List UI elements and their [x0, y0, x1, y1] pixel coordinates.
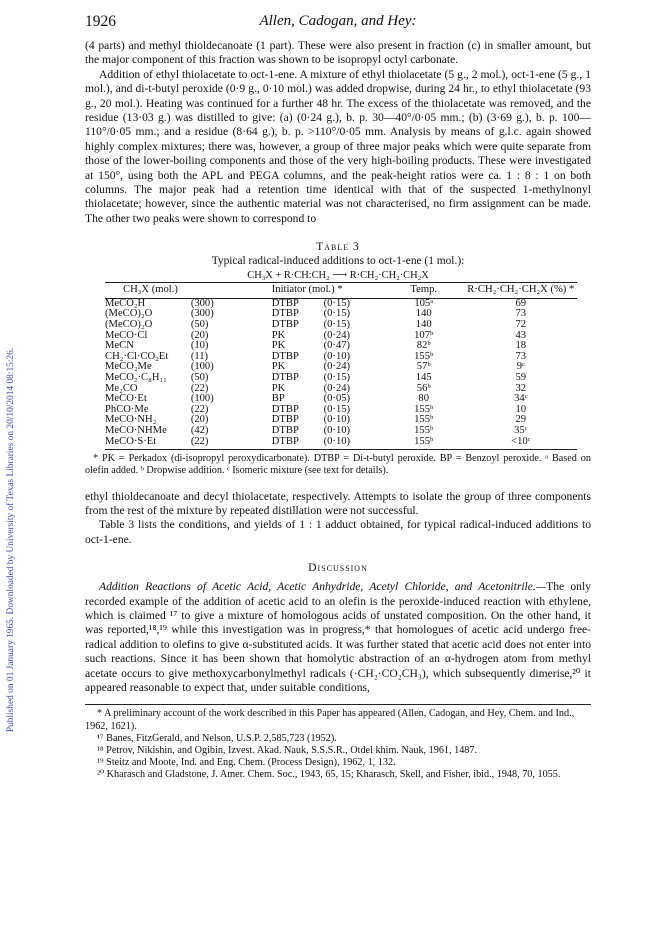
- footnote: ²⁰ Kharasch and Gladstone, J. Amer. Chem. Soc., 1943, 65, 15; Kharasch, Skell, and Fisher, ibid., 1948, 70, 1055.: [97, 769, 561, 781]
- cell-initiator-mol: (0·15): [323, 297, 351, 309]
- cell-yield: 9ᶜ: [516, 361, 525, 373]
- cell-yield: 35ᶜ: [514, 425, 528, 436]
- discussion-body: The only recorded example of the addition of acetic acid to an olefin is the peroxide-induced reaction with ethylene, which is claimed ¹⁷ to give a mixture of homologous acids of unstated composition. On the other hand, it was reported,¹⁸,¹⁹ while this investigation was in progress,* that homologues of acetic acid undergo free-radical addition to olefins to give α-substituted acids. It was further stated that acetic acid does not enter into such reactions. Since it has been shown that homolytic abstraction of an α-hydrogen atom from methyl acetate occurs to give methoxycarbonylmethyl radicals (·CH₂·CO₂CH₃), which subsequently dimerise,²⁰ it appeared reasonable to expect that, under suitable conditions,: [85, 580, 591, 695]
- cell-substrate: (MeCO)₂O: [105, 308, 153, 320]
- cell-temp: 140: [415, 308, 432, 320]
- footnote-divider: [85, 704, 591, 705]
- cell-substrate-mol: (50): [190, 372, 209, 384]
- cell-yield: 18: [515, 340, 527, 352]
- cell-temp: 140: [415, 319, 432, 331]
- cell-substrate-mol: (22): [191, 437, 236, 450]
- header-substrate: CH₃X (mol.): [105, 283, 236, 299]
- cell-substrate: PhCO·Me: [105, 403, 149, 415]
- cell-initiator: DTBP: [271, 403, 299, 415]
- paragraph: ethyl thioldecanoate and decyl thiolacetate, respectively. Attempts to isolate the group of three components from the rest of the mixture by repeated distillation were not successful.: [85, 489, 591, 517]
- footnotes: [85, 708, 591, 781]
- cell-substrate: MeCO·NHMe: [105, 425, 167, 436]
- cell-initiator-mol: (0·24): [323, 382, 351, 394]
- cell-yield: 59: [515, 372, 527, 384]
- footnote: ¹⁷ Banes, FitzGerald, and Nelson, U.S.P. 2,585,723 (1952).: [97, 732, 337, 744]
- cell-substrate-mol: (11): [190, 350, 209, 362]
- discussion-text: [85, 580, 591, 695]
- cell-yield: 72: [515, 319, 527, 331]
- cell-substrate-mol: (22): [190, 403, 209, 415]
- cell-yield: 32: [515, 382, 527, 394]
- cell-initiator-mol: (0·10): [323, 414, 351, 426]
- cell-temp: 155ᵇ: [414, 403, 434, 415]
- cell-initiator-mol: (0·10): [323, 425, 351, 436]
- cell-substrate: MeCO·S·Et: [105, 437, 191, 450]
- cell-substrate: MeCO·Et: [105, 393, 147, 405]
- table-row: [105, 437, 577, 450]
- intro-text: [85, 39, 591, 226]
- cell-temp: 155ᵇ: [414, 425, 434, 436]
- cell-initiator: DTBP: [271, 425, 299, 436]
- page-header: [85, 13, 591, 37]
- cell-initiator: DTBP: [271, 372, 299, 384]
- cell-yield: 69: [515, 297, 527, 309]
- cell-initiator-mol: (0·15): [323, 308, 351, 320]
- page-number: 1926: [85, 13, 116, 30]
- download-watermark: [2, 300, 20, 780]
- cell-substrate: Me₂CO: [105, 382, 138, 394]
- header-temp: Temp.: [383, 283, 465, 299]
- cell-substrate-mol: (42): [190, 425, 209, 436]
- cell-initiator: DTBP: [271, 414, 299, 426]
- section-heading: Discussion: [308, 561, 368, 575]
- cell-temp: 107ᵇ: [414, 329, 434, 341]
- footnote: ¹⁹ Steitz and Moote, Ind. and Eng. Chem. (Process Design), 1962, 1, 132.: [97, 757, 396, 769]
- table-footnotes: * PK = Perkadox (di-isopropyl peroxydicarbonate). DTBP = Di-t-butyl peroxide. BP = Benzoyl peroxide. ᵃ Based on olefin added. ᵇ Dropwise addition. ᶜ Isomeric mixture (see text for details).: [85, 453, 591, 477]
- cell-yield: 73: [515, 350, 527, 362]
- cell-initiator: BP: [271, 393, 285, 405]
- cell-substrate: (MeCO)₂O: [105, 319, 153, 331]
- table-label: [85, 240, 591, 254]
- cell-temp: 80: [418, 393, 430, 405]
- reaction-equation: CH₃X + R·CH:CH₂ ⟶ R·CH₂·CH₂·CH₂X: [247, 270, 429, 282]
- cell-initiator-mol: (0·24): [323, 329, 351, 341]
- cell-substrate-mol: (20): [190, 414, 209, 426]
- running-title: Allen, Cadogan, and Hey:: [259, 13, 417, 29]
- cell-initiator: DTBP: [271, 297, 299, 309]
- cell-temp: 82ᵇ: [416, 340, 431, 352]
- table-row: [105, 426, 577, 437]
- cell-yield: 34ᶜ: [514, 393, 528, 405]
- cell-initiator-mol: (0·15): [323, 319, 351, 331]
- cell-initiator-mol: (0·10): [323, 350, 351, 362]
- cell-initiator-mol: (0·15): [323, 403, 351, 415]
- cell-initiator-mol: (0·10): [324, 437, 383, 450]
- cell-substrate-mol: (20): [190, 329, 209, 341]
- footnote: * A preliminary account of the work described in this Paper has appeared (Allen, Cadogan, and Hey, Chem. and Ind., 1962, 1621).: [85, 708, 575, 732]
- paragraph: (4 parts) and methyl thioldecanoate (1 part). These were also present in fraction (c) in smaller amount, but the major component of this fraction was shown to be isopropyl octyl carbonate.: [85, 39, 591, 67]
- cell-temp: 155ᵇ: [414, 350, 434, 362]
- footnote: ¹⁸ Petrov, Nikishin, and Ogibin, Izvest. Akad. Nauk, S.S.S.R., Otdel khim. Nauk, 1961, 1487.: [97, 745, 478, 757]
- cell-temp: 56ᵇ: [416, 382, 431, 394]
- table-header-row: [105, 283, 577, 299]
- post-table-text: [85, 490, 591, 548]
- cell-substrate-mol: (300): [190, 297, 214, 309]
- cell-substrate-mol: (100): [190, 393, 214, 405]
- header-initiator: Initiator (mol.) *: [236, 283, 383, 299]
- cell-temp: 105ᵃ: [414, 297, 434, 309]
- cell-yield: 29: [515, 414, 527, 426]
- cell-yield: 73: [515, 308, 527, 320]
- cell-substrate: CH₂·Cl·CO₂Et: [105, 350, 169, 362]
- paragraph: Table 3 lists the conditions, and yields of 1 : 1 adduct obtained, for typical radical-induced additions to oct-1-ene.: [85, 518, 591, 546]
- cell-temp: 155ᵇ: [383, 437, 465, 450]
- paragraph: Addition of ethyl thiolacetate to oct-1-ene. A mixture of ethyl thiolacetate (5 g., 2 mol.), oct-1-ene (5 g., 1 mol.), and di-t-butyl peroxide (0·9 g., 0·10 mol.) was added dropwise, during 24 hr., to ethyl thiolacetate (93 g., 20 mol.). Heating was continued for a further 48 hr. The excess of the thiolacetate was removed, and the residue (13·03 g.) was distilled to give: (a) (0·24 g.), b. p. 30—40°/0·05 mm.; (b) (3·69 g.), b. p. 100—110°/0·05 mm.; and a residue (8·64 g.), b. p. >110°/0·05 mm. Analysis by means of g.l.c. again showed highly complex mixtures; there was, however, a group of three major peaks which were quite separate from those of the lower-boiling components and those of the very high-boiling products. These were investigated at 150°, using both the APL and PEGA columns, and the peak-height ratios were ca. 1 : 8 : 1 on both columns. The major peak had a retention time identical with that of the suspected 1-methylnonyl thiolacetate; however, since the authentic material was not characterised, no firm assignment can be made. The other two peaks were shown to correspond to: [85, 67, 591, 225]
- cell-initiator: PK: [271, 329, 286, 341]
- cell-initiator-mol: (0·24): [323, 361, 351, 373]
- download-watermark-text: Published on 01 January 1965. Downloaded by University of Texas Libraries on 20/10/2014 08:15:26.: [6, 347, 16, 733]
- cell-substrate-mol: (50): [190, 319, 209, 331]
- yields-table: [105, 282, 577, 450]
- cell-substrate: MeCO·Cl: [105, 329, 148, 341]
- cell-substrate: MeCO₂·C₈H₁₁: [105, 372, 167, 384]
- cell-initiator: DTBP: [236, 437, 324, 450]
- cell-temp: 145: [415, 372, 432, 384]
- cell-initiator: PK: [271, 340, 286, 352]
- cell-substrate: MeCO·NH₂: [105, 414, 157, 426]
- paper-page: [85, 13, 591, 782]
- cell-yield: 10: [515, 403, 527, 415]
- paragraph: [85, 580, 591, 695]
- cell-temp: 57ᵇ: [416, 361, 431, 373]
- cell-yield: <10ᶜ: [465, 437, 577, 450]
- header-yield: R·CH₂·CH₂·CH₂X (%) *: [465, 283, 577, 299]
- cell-initiator: PK: [271, 382, 286, 394]
- cell-initiator: DTBP: [271, 308, 299, 320]
- cell-initiator: DTBP: [271, 350, 299, 362]
- cell-initiator: PK: [271, 361, 286, 373]
- cell-initiator-mol: (0·05): [323, 393, 351, 405]
- cell-yield: 43: [515, 329, 527, 341]
- cell-substrate: MeCO₂Me: [105, 361, 152, 373]
- cell-initiator-mol: (0·15): [323, 372, 351, 384]
- cell-substrate-mol: (300): [190, 308, 214, 320]
- cell-substrate-mol: (100): [190, 361, 214, 373]
- cell-initiator-mol: (0·47): [323, 340, 351, 352]
- cell-substrate: MeCO₂H: [105, 297, 146, 309]
- table-label-text: Table 3: [316, 241, 360, 254]
- discussion-subheading: Addition Reactions of Acetic Acid, Acetic Anhydride, Acetyl Chloride, and Acetonitrile.—: [99, 580, 547, 594]
- cell-substrate-mol: (10): [190, 340, 209, 352]
- cell-substrate-mol: (22): [190, 382, 209, 394]
- table-title: Typical radical-induced additions to oct-1-ene (1 mol.):: [211, 255, 465, 268]
- cell-substrate: MeCN: [105, 340, 134, 352]
- cell-initiator: DTBP: [271, 319, 299, 331]
- cell-temp: 155ᵇ: [414, 414, 434, 426]
